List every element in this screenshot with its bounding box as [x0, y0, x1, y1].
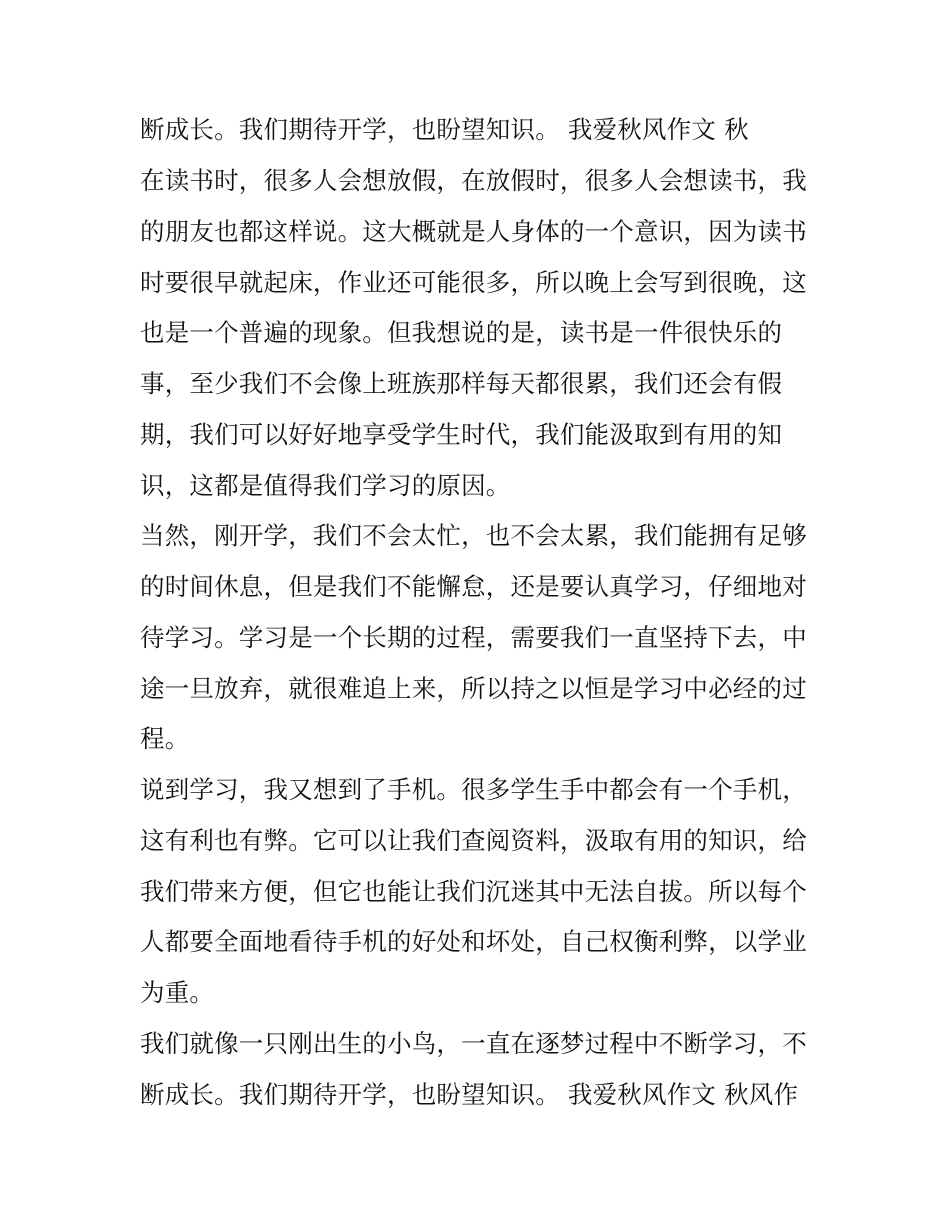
text-line: 在读书时，很多人会想放假，在放假时，很多人会想读书，我 — [140, 166, 807, 195]
text-line: 期，我们可以好好地享受学生时代，我们能汲取到有用的知 — [140, 420, 783, 449]
text-line: 程。 — [140, 724, 190, 753]
text-line: 说到学习，我又想到了手机。很多学生手中都会有一个手机， — [140, 775, 807, 804]
text-line: 断成长。我们期待开学，也盼望知识。 我爱秋风作文 秋风作 — [140, 1080, 799, 1109]
text-line: 也是一个普遍的现象。但我想说的是，读书是一件很快乐的 — [140, 318, 783, 347]
text-line: 我们带来方便，但它也能让我们沉迷其中无法自拔。所以每个 — [140, 877, 807, 906]
text-line: 时要很早就起床，作业还可能很多，所以晚上会写到很晚，这 — [140, 268, 807, 297]
text-line: 我们就像一只刚出生的小鸟，一直在逐梦过程中不断学习，不 — [140, 1029, 807, 1058]
text-line: 这有利也有弊。它可以让我们查阅资料，汲取有用的知识，给 — [140, 826, 807, 855]
text-line: 识，这都是值得我们学习的原因。 — [140, 471, 511, 500]
text-line: 的朋友也都这样说。这大概就是人身体的一个意识，因为读书 — [140, 217, 807, 246]
text-line: 断成长。我们期待开学，也盼望知识。 我爱秋风作文 秋 — [140, 115, 749, 144]
text-line: 为重。 — [140, 978, 215, 1007]
text-line: 事，至少我们不会像上班族那样每天都很累，我们还会有假 — [140, 369, 783, 398]
text-line: 途一旦放弃，就很难追上来，所以持之以恒是学习中必经的过 — [140, 674, 807, 703]
text-line: 当然，刚开学，我们不会太忙，也不会太累，我们能拥有足够 — [140, 521, 807, 550]
text-line: 人都要全面地看待手机的好处和坏处，自己权衡利弊，以学业 — [140, 927, 807, 956]
text-line: 待学习。学习是一个长期的过程，需要我们一直坚持下去，中 — [140, 623, 807, 652]
text-line: 的时间休息，但是我们不能懈怠，还是要认真学习，仔细地对 — [140, 572, 807, 601]
